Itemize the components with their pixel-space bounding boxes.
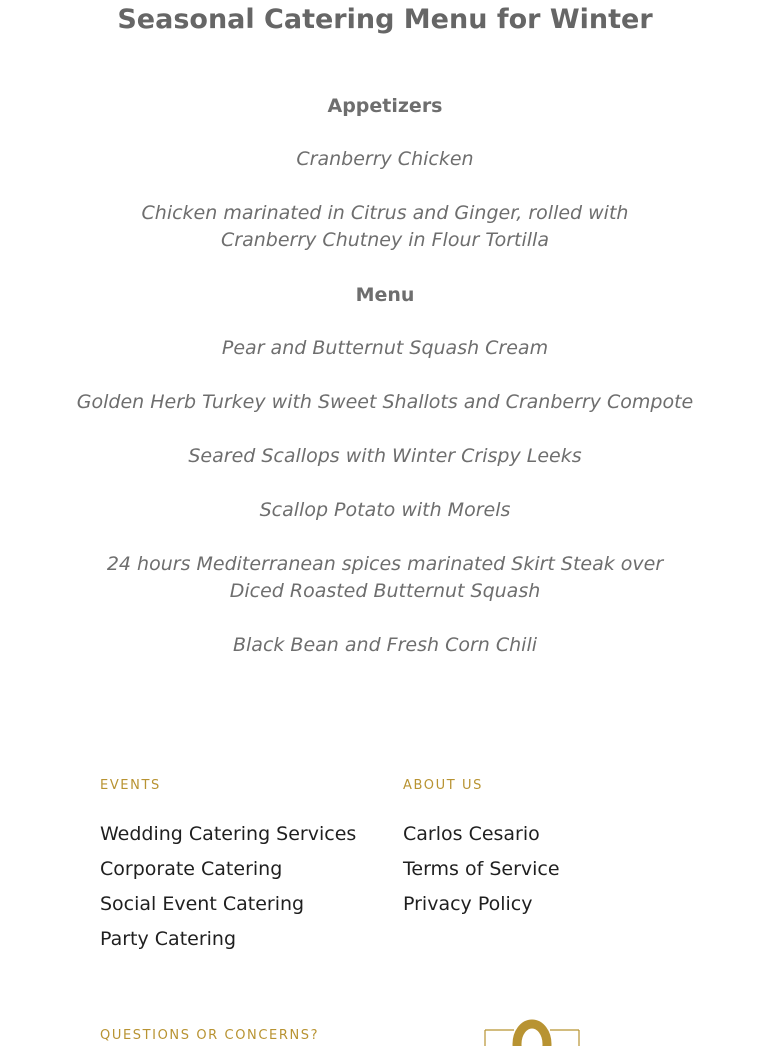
footer-link-privacy-policy[interactable]: Privacy Policy: [403, 893, 533, 915]
footer-link-social-event-catering[interactable]: Social Event Catering: [100, 893, 305, 915]
appetizer-item: Chicken marinated in Citrus and Ginger, rolled with Cranberry Chutney in Flour Tortilla: [141, 202, 629, 251]
footer-link-terms-of-service[interactable]: Terms of Service: [403, 858, 560, 880]
appetizer-item: Cranberry Chicken: [296, 148, 474, 170]
footer-about-column: [403, 778, 703, 922]
brand-logo-icon: [484, 1018, 584, 1046]
menu-item: 24 hours Mediterranean spices marinated Skirt Steak over Diced Roasted Butternut Squash: [106, 553, 664, 602]
menu-heading: Menu: [355, 284, 415, 306]
menu-item: Seared Scallops with Winter Crispy Leeks: [188, 445, 582, 467]
questions-heading: QUESTIONS OR CONCERNS?: [100, 1028, 320, 1043]
footer-link-carlos-cesario[interactable]: Carlos Cesario: [403, 823, 540, 845]
menu-item: Scallop Potato with Morels: [259, 499, 511, 521]
appetizers-heading: Appetizers: [327, 95, 443, 117]
menu-item: Golden Herb Turkey with Sweet Shallots and Cranberry Compote: [76, 391, 694, 413]
footer-link-party-catering[interactable]: Party Catering: [100, 928, 237, 950]
events-heading: EVENTS: [100, 778, 161, 793]
footer-link-corporate-catering[interactable]: Corporate Catering: [100, 858, 283, 880]
about-heading: ABOUT US: [403, 778, 483, 793]
menu-item: Pear and Butternut Squash Cream: [221, 337, 549, 359]
footer-events-column: [100, 778, 390, 957]
page-title: Seasonal Catering Menu for Winter: [117, 4, 653, 35]
footer-link-wedding-catering[interactable]: Wedding Catering Services: [100, 823, 357, 845]
menu-item: Black Bean and Fresh Corn Chili: [232, 634, 538, 656]
